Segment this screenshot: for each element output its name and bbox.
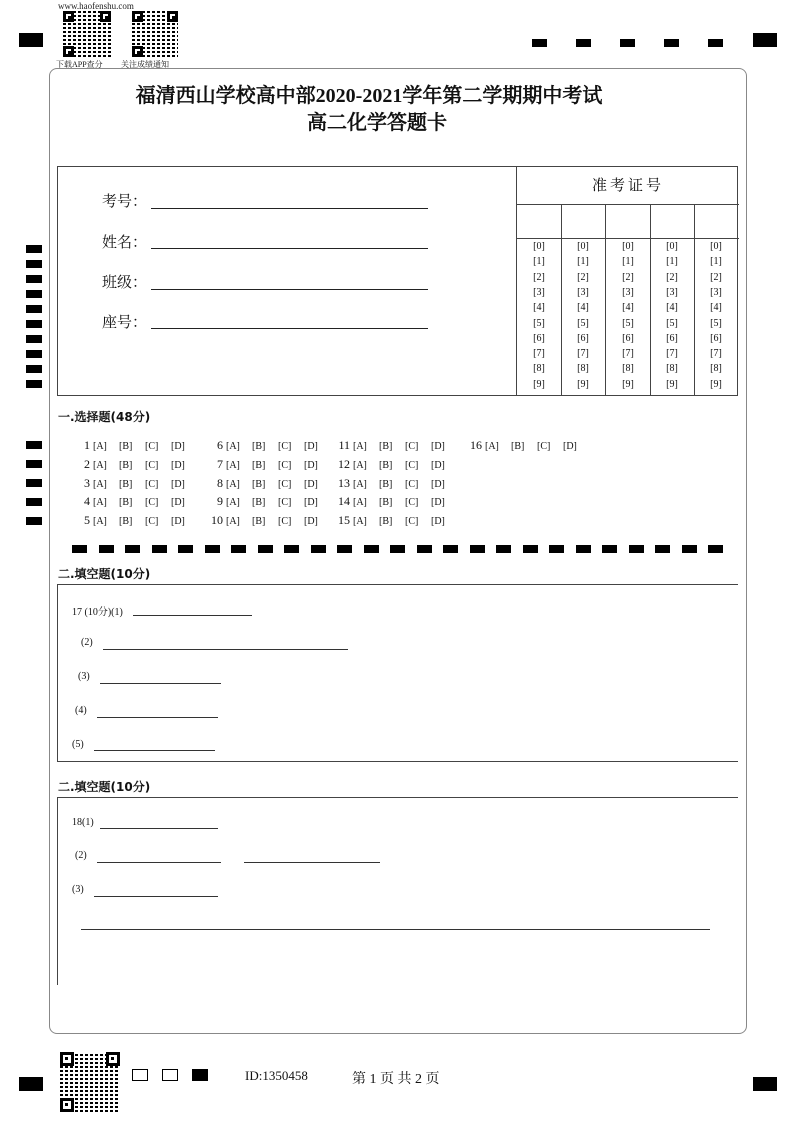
separator-dash	[72, 545, 87, 553]
separator-dash	[576, 545, 591, 553]
q17-part1-label: 17 (10分)(1)	[72, 607, 123, 618]
separator-dash	[152, 545, 167, 553]
class-field[interactable]	[151, 289, 428, 290]
q17-part4-label: (4)	[75, 705, 87, 716]
option-bubble[interactable]: [B]	[379, 459, 393, 471]
choice-question-row	[330, 494, 457, 509]
option-bubble[interactable]: [C]	[145, 459, 159, 471]
question-number: 3	[84, 475, 90, 490]
option-bubble[interactable]: [C]	[278, 441, 292, 452]
option-bubble[interactable]: [C]	[278, 516, 292, 528]
admission-digit-bubble[interactable]: [2]	[622, 271, 634, 283]
side-mark	[26, 320, 42, 328]
option-bubble[interactable]: [A]	[353, 459, 367, 471]
admission-digit-bubble[interactable]: [1]	[533, 256, 545, 268]
option-bubble[interactable]: [C]	[278, 459, 292, 471]
admission-digit-bubble[interactable]: [1]	[577, 256, 589, 268]
question-number: 15	[338, 513, 350, 528]
choice-section-title: 一.选择题(48分)	[58, 410, 151, 424]
choice-question-row	[330, 438, 457, 453]
choice-question-row	[330, 457, 457, 472]
question-number: 6	[217, 438, 223, 452]
option-bubble[interactable]: [C]	[405, 516, 419, 528]
side-mark	[26, 350, 42, 358]
option-bubble[interactable]: [A]	[226, 497, 240, 509]
admission-digit-bubble[interactable]: [4]	[666, 302, 678, 314]
seat-field[interactable]	[151, 328, 428, 329]
option-bubble[interactable]: [A]	[353, 478, 367, 490]
status-box-empty	[162, 1069, 178, 1081]
separator-dash	[549, 545, 564, 553]
admission-digit-bubble[interactable]: [1]	[622, 256, 634, 268]
option-bubble[interactable]: [B]	[119, 459, 133, 471]
admission-digit-bubble[interactable]: [1]	[666, 256, 678, 268]
status-box-filled	[192, 1069, 208, 1081]
q17-part1-field[interactable]	[133, 615, 252, 616]
separator-dash	[364, 545, 379, 553]
option-bubble[interactable]: [C]	[278, 478, 292, 490]
option-bubble[interactable]: [C]	[405, 497, 419, 509]
option-bubble[interactable]: [C]	[278, 497, 292, 509]
q18-part1-field[interactable]	[100, 828, 218, 829]
timing-mark	[620, 39, 635, 47]
question-number: 12	[338, 456, 350, 471]
fill-section-title: 二.填空题(10分)	[58, 567, 151, 581]
choice-question-row	[203, 457, 330, 472]
admission-digit-bubble[interactable]: [3]	[577, 286, 589, 298]
corner-mark	[753, 1077, 777, 1091]
option-bubble[interactable]: [B]	[119, 478, 133, 490]
class-label: 班级：	[102, 273, 148, 291]
option-bubble[interactable]: [D]	[171, 497, 185, 509]
admission-digit-bubble[interactable]: [6]	[710, 332, 722, 344]
app-qr-code	[63, 11, 111, 57]
admission-digit-bubble[interactable]: [8]	[533, 363, 545, 375]
admission-digit-bubble[interactable]: [3]	[533, 286, 545, 298]
separator-dash	[311, 545, 326, 553]
choice-question-row	[203, 438, 330, 453]
option-bubble[interactable]: [C]	[145, 516, 159, 528]
admission-digit-bubble[interactable]: [3]	[710, 286, 722, 298]
footer-qr-code	[60, 1052, 120, 1112]
admission-digit-bubble[interactable]: [9]	[533, 378, 545, 390]
choice-question-row	[70, 457, 197, 472]
admission-digit-bubble[interactable]: [5]	[666, 317, 678, 329]
choice-question-row	[203, 513, 330, 528]
q18-extra-line[interactable]	[81, 929, 710, 930]
fill-answer-box-17	[57, 584, 738, 762]
separator-dash	[125, 545, 140, 553]
choice-question-row	[203, 494, 330, 509]
admission-digit-bubble[interactable]: [6]	[666, 332, 678, 344]
option-bubble[interactable]: [A]	[93, 459, 107, 471]
separator-dash	[390, 545, 405, 553]
q17-part4-field[interactable]	[97, 717, 218, 718]
side-mark	[26, 441, 42, 449]
separator-dash	[629, 545, 644, 553]
option-bubble[interactable]: [C]	[145, 441, 159, 452]
separator-dash	[443, 545, 458, 553]
option-bubble[interactable]: [B]	[252, 497, 266, 509]
separator-dash	[682, 545, 697, 553]
q18-part2-label: (2)	[75, 850, 87, 861]
option-bubble[interactable]: [B]	[252, 459, 266, 471]
separator-dash	[284, 545, 299, 553]
exam-number-field[interactable]	[151, 208, 428, 209]
admission-digit-bubble[interactable]: [4]	[710, 302, 722, 314]
separator-dash	[496, 545, 511, 553]
fill-answer-box-18	[57, 797, 738, 985]
choice-question-row	[70, 494, 197, 509]
option-bubble[interactable]: [D]	[171, 459, 185, 471]
separator-dash	[258, 545, 273, 553]
q18-part3-field[interactable]	[94, 896, 218, 897]
option-bubble[interactable]: [A]	[485, 441, 499, 452]
side-mark	[26, 245, 42, 253]
website-url: www.haofenshu.com	[58, 1, 134, 11]
option-bubble[interactable]: [B]	[379, 478, 393, 490]
side-mark	[26, 479, 42, 487]
option-bubble[interactable]: [A]	[226, 478, 240, 490]
admission-digit-bubble[interactable]: [2]	[533, 271, 545, 283]
option-bubble[interactable]: [D]	[304, 497, 318, 509]
q18-part1-label: 18(1)	[72, 817, 94, 828]
admission-digit-bubble[interactable]: [5]	[710, 317, 722, 329]
option-bubble[interactable]: [D]	[171, 441, 185, 452]
admission-number-grid	[516, 166, 739, 396]
timing-mark	[708, 39, 723, 47]
option-bubble[interactable]: [A]	[353, 497, 367, 509]
sheet-id: ID:1350458	[245, 1068, 308, 1083]
separator-marks	[72, 545, 722, 555]
side-mark	[26, 365, 42, 373]
admission-digit-bubble[interactable]: [9]	[577, 378, 589, 390]
choice-question-row	[330, 513, 457, 528]
option-bubble[interactable]: [A]	[226, 441, 240, 452]
option-bubble[interactable]: [B]	[379, 441, 393, 452]
wechat-qr-code	[132, 11, 178, 57]
q17-part2-field[interactable]	[103, 649, 348, 650]
side-mark	[26, 305, 42, 313]
admission-digit-bubble[interactable]: [8]	[622, 363, 634, 375]
page-number: 第 1 页 共 2 页	[352, 1072, 440, 1087]
option-bubble[interactable]: [A]	[353, 441, 367, 452]
option-bubble[interactable]: [D]	[171, 478, 185, 490]
option-bubble[interactable]: [C]	[537, 441, 551, 452]
option-bubble[interactable]: [A]	[93, 516, 107, 528]
option-bubble[interactable]: [B]	[119, 516, 133, 528]
option-bubble[interactable]: [D]	[431, 478, 445, 490]
option-bubble[interactable]: [B]	[379, 516, 393, 528]
separator-dash	[231, 545, 246, 553]
option-bubble[interactable]: [A]	[353, 516, 367, 528]
name-label: 姓名：	[102, 233, 148, 251]
admission-digit-bubble[interactable]: [9]	[666, 378, 678, 390]
admission-digit-bubble[interactable]: [6]	[533, 332, 545, 344]
qr-caption-download: 下载APP查分	[56, 60, 103, 69]
admission-digit-bubble[interactable]: [8]	[666, 363, 678, 375]
admission-digit-bubble[interactable]: [0]	[666, 241, 678, 252]
choice-question-row	[203, 476, 330, 491]
admission-digit-bubble[interactable]: [7]	[622, 348, 634, 360]
timing-mark	[576, 39, 591, 47]
admission-digit-bubble[interactable]: [3]	[622, 286, 634, 298]
option-bubble[interactable]: [D]	[431, 516, 445, 528]
separator-dash	[205, 545, 220, 553]
option-bubble[interactable]: [A]	[93, 441, 107, 452]
separator-dash	[470, 545, 485, 553]
question-number: 2	[84, 456, 90, 471]
qr-caption-follow: 关注成绩通知	[121, 60, 169, 69]
separator-dash	[523, 545, 538, 553]
question-number: 13	[338, 475, 350, 490]
question-number: 9	[217, 494, 223, 509]
admission-digit-bubble[interactable]: [7]	[533, 348, 545, 360]
q18-part2-field-a[interactable]	[97, 862, 221, 863]
q17-part5-label: (5)	[72, 739, 84, 750]
admission-digit-bubble[interactable]: [6]	[577, 332, 589, 344]
choice-question-row	[70, 476, 197, 491]
admission-digit-bubble[interactable]: [7]	[666, 348, 678, 360]
timing-mark	[532, 39, 547, 47]
option-bubble[interactable]: [B]	[379, 497, 393, 509]
sheet-subtitle: 高二化学答题卡	[307, 112, 447, 134]
side-mark	[26, 460, 42, 468]
exam-title: 福清西山学校高中部2020-2021学年第二学期期中考试	[135, 85, 603, 107]
option-bubble[interactable]: [A]	[226, 516, 240, 528]
question-number: 1	[84, 438, 90, 452]
question-number: 4	[84, 494, 90, 509]
option-bubble[interactable]: [B]	[252, 516, 266, 528]
option-bubble[interactable]: [B]	[252, 441, 266, 452]
question-number: 7	[217, 456, 223, 471]
option-bubble[interactable]: [B]	[119, 441, 133, 452]
question-number: 5	[84, 513, 90, 528]
option-bubble[interactable]: [A]	[93, 478, 107, 490]
exam-number-label: 考号：	[102, 192, 148, 210]
option-bubble[interactable]: [B]	[511, 441, 525, 452]
separator-dash	[99, 545, 114, 553]
admission-digit-bubble[interactable]: [5]	[577, 317, 589, 329]
admission-digit-bubble[interactable]: [7]	[710, 348, 722, 360]
question-number: 8	[217, 475, 223, 490]
q18-part2-field-b[interactable]	[244, 862, 380, 863]
side-mark	[26, 380, 42, 388]
side-mark	[26, 290, 42, 298]
separator-dash	[655, 545, 670, 553]
separator-dash	[708, 545, 723, 553]
q17-part2-label: (2)	[81, 637, 93, 648]
admission-digit-bubble[interactable]: [5]	[533, 317, 545, 329]
corner-mark	[19, 1077, 43, 1091]
admission-digit-bubble[interactable]: [9]	[710, 378, 722, 390]
admission-digit-bubble[interactable]: [7]	[577, 348, 589, 360]
admission-number-title: 准考证号	[591, 176, 664, 194]
admission-digit-bubble[interactable]: [8]	[710, 363, 722, 375]
admission-digit-bubble[interactable]: [5]	[622, 317, 634, 329]
seat-label: 座号：	[102, 313, 148, 331]
question-number: 16	[470, 438, 482, 452]
choice-question-row	[70, 438, 197, 453]
question-number: 11	[338, 438, 350, 452]
option-bubble[interactable]: [A]	[226, 459, 240, 471]
choice-question-row	[70, 513, 197, 528]
question-number: 10	[211, 513, 223, 528]
option-bubble[interactable]: [D]	[304, 441, 318, 452]
side-mark	[26, 260, 42, 268]
admission-digit-bubble[interactable]: [8]	[577, 363, 589, 375]
corner-mark	[19, 33, 43, 47]
option-bubble[interactable]: [C]	[405, 459, 419, 471]
admission-digit-bubble[interactable]: [4]	[533, 302, 545, 314]
option-bubble[interactable]: [D]	[304, 459, 318, 471]
admission-digit-bubble[interactable]: [1]	[710, 256, 722, 268]
admission-digit-bubble[interactable]: [4]	[622, 302, 634, 314]
choice-question-row	[330, 476, 457, 491]
admission-digit-bubble[interactable]: [0]	[577, 241, 589, 252]
corner-mark	[753, 33, 777, 47]
separator-dash	[178, 545, 193, 553]
option-bubble[interactable]: [D]	[431, 441, 445, 452]
side-mark	[26, 517, 42, 525]
admission-digit-bubble[interactable]: [0]	[622, 241, 634, 252]
side-mark	[26, 275, 42, 283]
admission-digit-bubble[interactable]: [3]	[666, 286, 678, 298]
timing-mark	[664, 39, 679, 47]
admission-digit-bubble[interactable]: [0]	[533, 241, 545, 252]
option-bubble[interactable]: [C]	[145, 478, 159, 490]
side-mark	[26, 335, 42, 343]
admission-digit-bubble[interactable]: [2]	[577, 271, 589, 283]
q17-part3-field[interactable]	[100, 683, 221, 684]
admission-digit-bubble[interactable]: [2]	[666, 271, 678, 283]
name-field[interactable]	[151, 248, 428, 249]
fill-section-title-2: 二.填空题(10分)	[58, 780, 151, 794]
option-bubble[interactable]: [D]	[171, 516, 185, 528]
question-number: 14	[338, 494, 350, 509]
separator-dash	[337, 545, 352, 553]
option-bubble[interactable]: [C]	[145, 497, 159, 509]
option-bubble[interactable]: [D]	[304, 516, 318, 528]
separator-dash	[602, 545, 617, 553]
admission-digit-bubble[interactable]: [2]	[710, 271, 722, 283]
option-bubble[interactable]: [C]	[405, 478, 419, 490]
q18-part3-label: (3)	[72, 884, 84, 895]
admission-digit-bubble[interactable]: [6]	[622, 332, 634, 344]
choice-question-row	[462, 438, 589, 453]
separator-dash	[417, 545, 432, 553]
option-bubble[interactable]: [C]	[405, 441, 419, 452]
option-bubble[interactable]: [D]	[304, 478, 318, 490]
option-bubble[interactable]: [D]	[431, 497, 445, 509]
option-bubble[interactable]: [B]	[119, 497, 133, 509]
side-mark	[26, 498, 42, 506]
admission-digit-bubble[interactable]: [9]	[622, 378, 634, 390]
option-bubble[interactable]: [D]	[431, 459, 445, 471]
option-bubble[interactable]: [D]	[563, 441, 577, 452]
status-box-empty	[132, 1069, 148, 1081]
q17-part5-field[interactable]	[94, 750, 215, 751]
option-bubble[interactable]: [A]	[93, 497, 107, 509]
admission-digit-bubble[interactable]: [4]	[577, 302, 589, 314]
option-bubble[interactable]: [B]	[252, 478, 266, 490]
q17-part3-label: (3)	[78, 671, 90, 682]
admission-digit-bubble[interactable]: [0]	[710, 241, 722, 252]
